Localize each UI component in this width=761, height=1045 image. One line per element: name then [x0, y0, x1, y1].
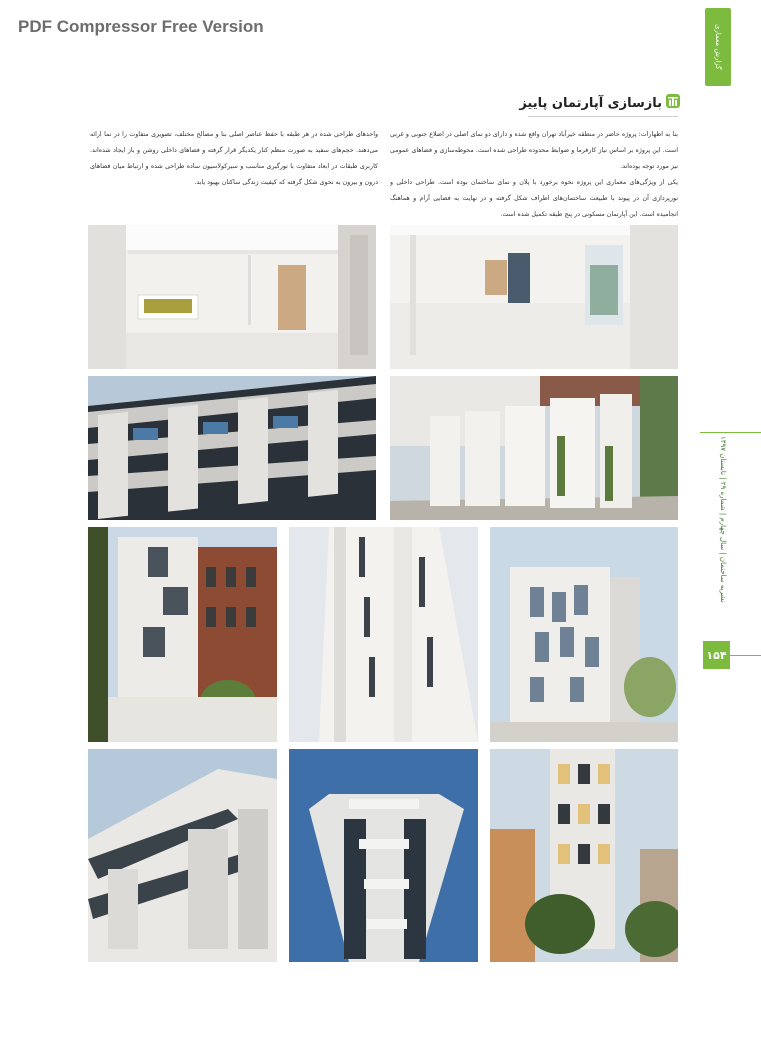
text-column-left — [90, 127, 378, 227]
journal-info: نشریه ساختمان | سال چهارم | شماره ۲۹ | تابستان ۱۳۹۷ — [719, 436, 727, 603]
building-icon — [666, 94, 680, 112]
interior-photo — [88, 225, 376, 369]
exterior-photo — [88, 527, 277, 742]
page-number: ۱۵۴ — [703, 641, 730, 669]
text-column-right — [390, 127, 678, 227]
margin-divider — [730, 655, 761, 656]
watermark: PDF Compressor Free Version — [18, 17, 264, 36]
article-title — [430, 92, 680, 114]
interior-photo — [390, 225, 678, 369]
facade-photo — [390, 376, 678, 520]
exterior-photo — [490, 527, 678, 742]
exterior-photo — [289, 527, 478, 742]
exterior-photo — [289, 749, 478, 962]
article-title-text: بازسازی آپارتمان پاییز — [519, 95, 662, 111]
exterior-photo — [490, 749, 678, 962]
section-tab — [705, 8, 731, 86]
margin-divider — [700, 432, 761, 433]
title-underline — [528, 116, 678, 117]
exterior-photo — [88, 749, 277, 962]
paragraph: یکی از ویژگی‌های معماری این پروژه نحوه برخورد با پلان و نمای ساختمان بوده است. طراحی داخلی و نورپردازی آن در پیوند با طبیعت ساختمان‌های اطراف شکل گرفته و در نهایت به فضایی آرام و هماهنگ انجامیده است. این آپارتمان مسکونی در پنج طبقه تکمیل شده است. — [390, 179, 678, 218]
facade-photo — [88, 376, 376, 520]
section-tab-label: گزارش معماری — [714, 24, 722, 70]
paragraph: واحدهای طراحی شده در هر طبقه با حفظ عناصر اصلی بنا و مصالح مختلف، تصویری متفاوت را در نما ارائه می‌دهند. حجم‌های سفید به صورت منظم کنار یکدیگر قرار گرفته و فضاهای داخلی روشن و باز ایجاد شده‌اند. کاربری طبقات در ابعاد متفاوت با نورگیری مناسب و سیرکولاسیون ساده طراحی شده و ارتباط میان فضاهای درون و بیرون به نحوی شکل گرفته که کیفیت زندگی ساکنان بهبود یابد. — [90, 131, 378, 186]
paragraph: بنا به اظهارات: پروژه حاضر در منطقه خیرآباد تهران واقع شده و دارای دو نمای اصلی در اضلاع جنوبی و غربی است. این پروژه بر اساس نیاز کارفرما و ضوابط محدوده طراحی شده است. محوطه‌سازی و فضاهای عمومی نیز مورد توجه بوده‌اند. — [390, 131, 678, 170]
